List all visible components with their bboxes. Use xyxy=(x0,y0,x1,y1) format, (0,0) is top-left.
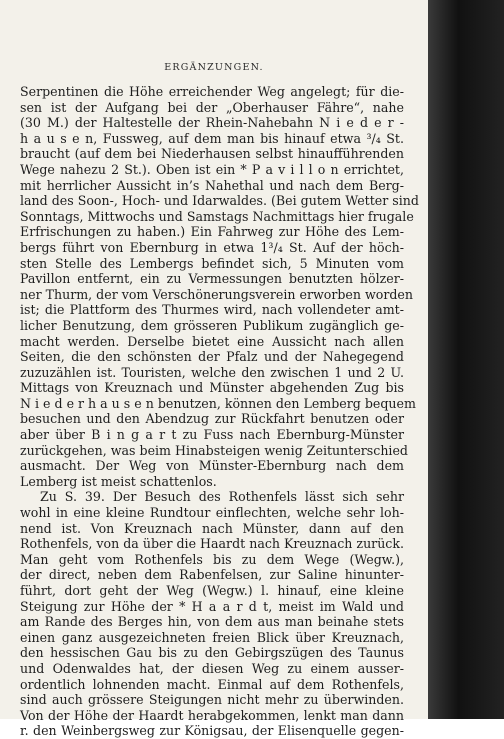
text-line: Rothenfels, von da über die Haardt nach Kreuznach zurück. xyxy=(20,536,404,552)
text-line: ist; die Plattform des Thurmes wird, nach vollendeter amt- xyxy=(20,302,404,318)
text-line: h a u s e n, Fussweg, auf dem man bis hinauf etwa ³/₄ St. xyxy=(20,130,404,146)
text-line: bergs führt von Ebernburg in etwa 1³/₄ St. Auf der höch- xyxy=(20,239,404,255)
text-line: sten Stelle des Lembergs befindet sich, 5 Minuten vom xyxy=(20,255,404,271)
text-line: ordentlich lohnenden macht. Einmal auf dem Rothenfels, xyxy=(20,676,404,692)
text-line: sind auch grössere Steigungen nicht mehr zu überwinden. xyxy=(20,692,404,708)
body-text xyxy=(20,84,419,739)
text-line: Von der Höhe der Haardt herabgekommen, lenkt man dann xyxy=(20,707,404,723)
text-line: land des Soon-, Hoch- und Idarwaldes. (Bei gutem Wetter sind xyxy=(20,193,419,209)
text-line: Sonntags, Mittwochs und Samstags Nachmittags hier frugale xyxy=(20,208,414,224)
text-line: Zu S. 39. Der Besuch des Rothenfels lässt sich sehr xyxy=(40,489,404,505)
text-line: macht werden. Derselbe bietet eine Aussicht nach allen xyxy=(20,333,404,349)
text-line: braucht (auf dem bei Niederhausen selbst hinaufführenden xyxy=(20,146,404,162)
text-line: Man geht vom Rothenfels bis zu dem Wege (Wegw.), xyxy=(20,551,404,567)
text-line: N i e d e r h a u s e n benutzen, können den Lemberg bequem xyxy=(20,395,416,411)
text-line: nend ist. Von Kreuznach nach Münster, dann auf den xyxy=(20,520,404,536)
text-line: einen ganz ausgezeichneten freien Blick über Kreuznach, xyxy=(20,629,404,645)
text-line: Mittags von Kreuznach und Münster abgehenden Zug bis xyxy=(20,380,404,396)
text-line: r. den Weinbergsweg zur Königsau, der Elisenquelle gegen- xyxy=(20,723,404,739)
text-line: licher Benutzung, dem grösseren Publikum zugänglich ge- xyxy=(20,317,404,333)
text-line: ausmacht. Der Weg von Münster-Ebernburg nach dem xyxy=(20,458,404,474)
text-line: Wege nahezu 2 St.). Oben ist ein * P a v i l l o n errichtet, xyxy=(20,161,404,177)
text-line: den hessischen Gau bis zu den Gebirgszügen des Taunus xyxy=(20,645,404,661)
text-line: Serpentinen die Höhe erreichender Weg angelegt; für die- xyxy=(20,84,404,99)
text-line: ner Thurm, der vom Verschönerungsverein erworben worden xyxy=(20,286,413,302)
running-header: ERGÄNZUNGEN. xyxy=(164,62,264,73)
text-line: besuchen und den Abendzug zur Rückfahrt benutzen oder xyxy=(20,411,404,427)
text-line: der direct, neben dem Rabenfelsen, zur Saline hinunter- xyxy=(20,567,404,583)
text-line: (30 M.) der Haltestelle der Rhein-Nahebahn N i e d e r - xyxy=(20,115,404,131)
text-line: zurückgehen, was beim Hinabsteigen wenig Zeitunterschied xyxy=(20,442,408,458)
text-line: zuzuzählen ist. Touristen, welche den zwischen 1 und 2 U. xyxy=(20,364,404,380)
text-line: Lemberg ist meist schattenlos. xyxy=(20,473,217,489)
text-line: wohl in eine kleine Rundtour einflechten, welche sehr loh- xyxy=(20,505,404,521)
text-line: sen ist der Aufgang bei der „Oberhauser Fähre“, nahe xyxy=(20,99,404,115)
book-spine-shadow xyxy=(428,0,504,719)
text-line: Pavillon entfernt, ein zu Vermessungen benutzten hölzer- xyxy=(20,271,404,287)
text-line: Steigung zur Höhe der * H a a r d t, meist im Wald und xyxy=(20,598,404,614)
text-line: mit herrlicher Aussicht in’s Nahethal und nach dem Berg- xyxy=(20,177,404,193)
text-line: am Rande des Berges hin, von dem aus man beinahe stets xyxy=(20,614,404,630)
text-line: und Odenwaldes hat, der diesen Weg zu einem ausser- xyxy=(20,660,404,676)
text-line: Erfrischungen zu haben.) Ein Fahrweg zur Höhe des Lem- xyxy=(20,224,404,240)
text-line: Seiten, die den schönsten der Pfalz und der Nahegegend xyxy=(20,349,404,365)
text-line: aber über B i n g a r t zu Fuss nach Ebernburg-Münster xyxy=(20,427,404,443)
text-line: führt, dort geht der Weg (Wegw.) l. hinauf, eine kleine xyxy=(20,583,404,598)
